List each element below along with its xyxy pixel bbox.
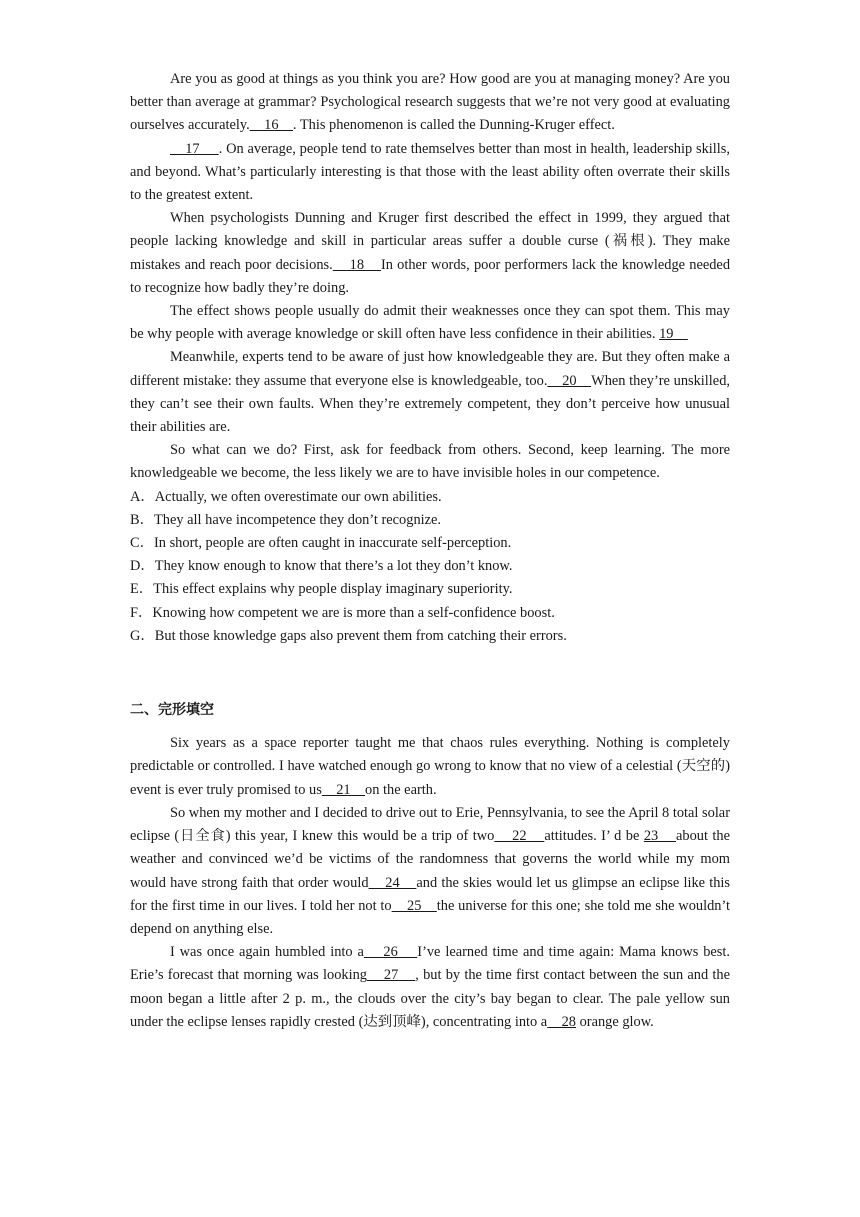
cloze-paragraph xyxy=(130,802,730,941)
passage-text: orange glow. xyxy=(575,1013,654,1030)
answer-blank: 25 xyxy=(391,897,437,914)
reading-paragraph xyxy=(130,207,730,300)
answer-blank: 18 xyxy=(332,256,381,273)
option-item: B．They all have incompetence they don’t recognize. xyxy=(130,511,442,528)
cloze-passage xyxy=(130,732,730,1034)
option-item: E．This effect explains why people display imaginary superiority. xyxy=(130,581,513,598)
answer-blank: 17 xyxy=(170,140,219,157)
passage-text: and the skies would let us glimpse an eclipse like this for the first time in our lives. I told her not to xyxy=(130,874,731,914)
answer-blank: 27 xyxy=(366,967,416,984)
passage-text: Are you as good at things as you think you are? How good are you at managing money? Are you better than average at grammar? Psychological research suggests that we’re not very good at evaluating ourselves accurately. xyxy=(130,71,730,134)
passage-text: The effect shows people usually do admit their weaknesses once they can spot them. This may be why people with average knowledge or skill often have less confidence in their abilities. xyxy=(130,303,730,343)
section-heading: 二、完形填空 xyxy=(130,702,214,719)
option-item: D．They know enough to know that there’s a lot they don’t know. xyxy=(130,558,513,575)
passage-text: on the earth. xyxy=(365,781,437,798)
passage-text: I’ve learned time and time again: Mama knows best. Erie’s forecast that morning was looking xyxy=(130,944,730,984)
passage-text: So when my mother and I decided to drive out to Erie, Pennsylvania, to see the April 8 total solar eclipse (日全食) this year, I knew this would be a trip of two xyxy=(130,804,730,845)
reading-paragraph xyxy=(130,439,730,485)
reading-paragraph xyxy=(130,138,730,208)
passage-text: about the weather and convinced we’d be victims of the randomness that governs the world while my mom would have strong faith that order would xyxy=(130,828,731,891)
answer-blank: 21 xyxy=(321,781,366,798)
cloze-paragraph xyxy=(130,732,730,802)
answer-options xyxy=(130,486,730,648)
option-item: G．But those knowledge gaps also prevent them from catching their errors. xyxy=(130,627,567,644)
reading-paragraph xyxy=(130,68,730,138)
answer-blank: 22 xyxy=(494,828,545,845)
answer-blank: 24 xyxy=(368,874,417,891)
reading-paragraph xyxy=(130,346,730,439)
passage-text: attitudes. I’ d be xyxy=(544,828,644,845)
passage-text: When psychologists Dunning and Kruger first described the effect in 1999, they argued that people lacking knowledge and skill in particular areas suffer a double curse (祸根). They make mistakes and reach poor decisions. xyxy=(130,210,730,273)
option-item: C．In short, people are often caught in inaccurate self-perception. xyxy=(130,535,512,552)
passage-text: . On average, people tend to rate themselves better than most in health, leadership skills, and beyond. What’s particularly interesting is that those with the least ability often overrate their skills to the greatest extent. xyxy=(130,140,730,204)
reading-passage xyxy=(130,68,730,486)
passage-text: Six years as a space reporter taught me that chaos rules everything. Nothing is completely predictable or controlled. I have watched enough go wrong to know that no view of a celestial (天空的) event is ever truly promised to us xyxy=(130,735,730,798)
passage-text: So what can we do? First, ask for feedback from others. Second, keep learning. The more knowledgeable we become, the less likely we are to have invisible holes in our competence. xyxy=(130,442,730,482)
passage-text: . This phenomenon is called the Dunning-Kruger effect. xyxy=(292,117,615,134)
passage-text: In other words, poor performers lack the knowledge needed to recognize how badly they’re doing. xyxy=(130,256,731,296)
option-item: A．Actually, we often overestimate our own abilities. xyxy=(130,488,442,505)
option-item: F．Knowing how competent we are is more than a self-confidence boost. xyxy=(130,604,555,621)
document-page xyxy=(130,68,730,1034)
reading-paragraph xyxy=(130,300,730,346)
answer-blank: 20 xyxy=(547,372,592,389)
answer-blank: 26 xyxy=(363,944,418,961)
answer-blank: 16 xyxy=(249,117,293,134)
cloze-paragraph xyxy=(130,941,730,1034)
passage-text: , but by the time first contact between the sun and the moon began a little after 2 p. m., the clouds over the city’s bay began to clear. The pale yellow sun under the eclipse lenses rapidly crested (达到顶峰), concentrating into a xyxy=(130,967,730,1030)
passage-text: I was once again humbled into a xyxy=(170,944,364,961)
passage-text: When they’re unskilled, they can’t see their own faults. When they’re extremely competent, they don’t perceive how unusual their abilities are. xyxy=(130,372,730,436)
answer-blank: 23 xyxy=(643,828,677,845)
passage-text: Meanwhile, experts tend to be aware of just how knowledgeable they are. But they often make a different mistake: they assume that everyone else is knowledgeable, too. xyxy=(130,349,730,389)
answer-blank: 28 xyxy=(547,1013,576,1030)
answer-blank: 19 xyxy=(659,326,688,343)
passage-text: the universe for this one; she told me she wouldn’t depend on anything else. xyxy=(130,897,731,937)
